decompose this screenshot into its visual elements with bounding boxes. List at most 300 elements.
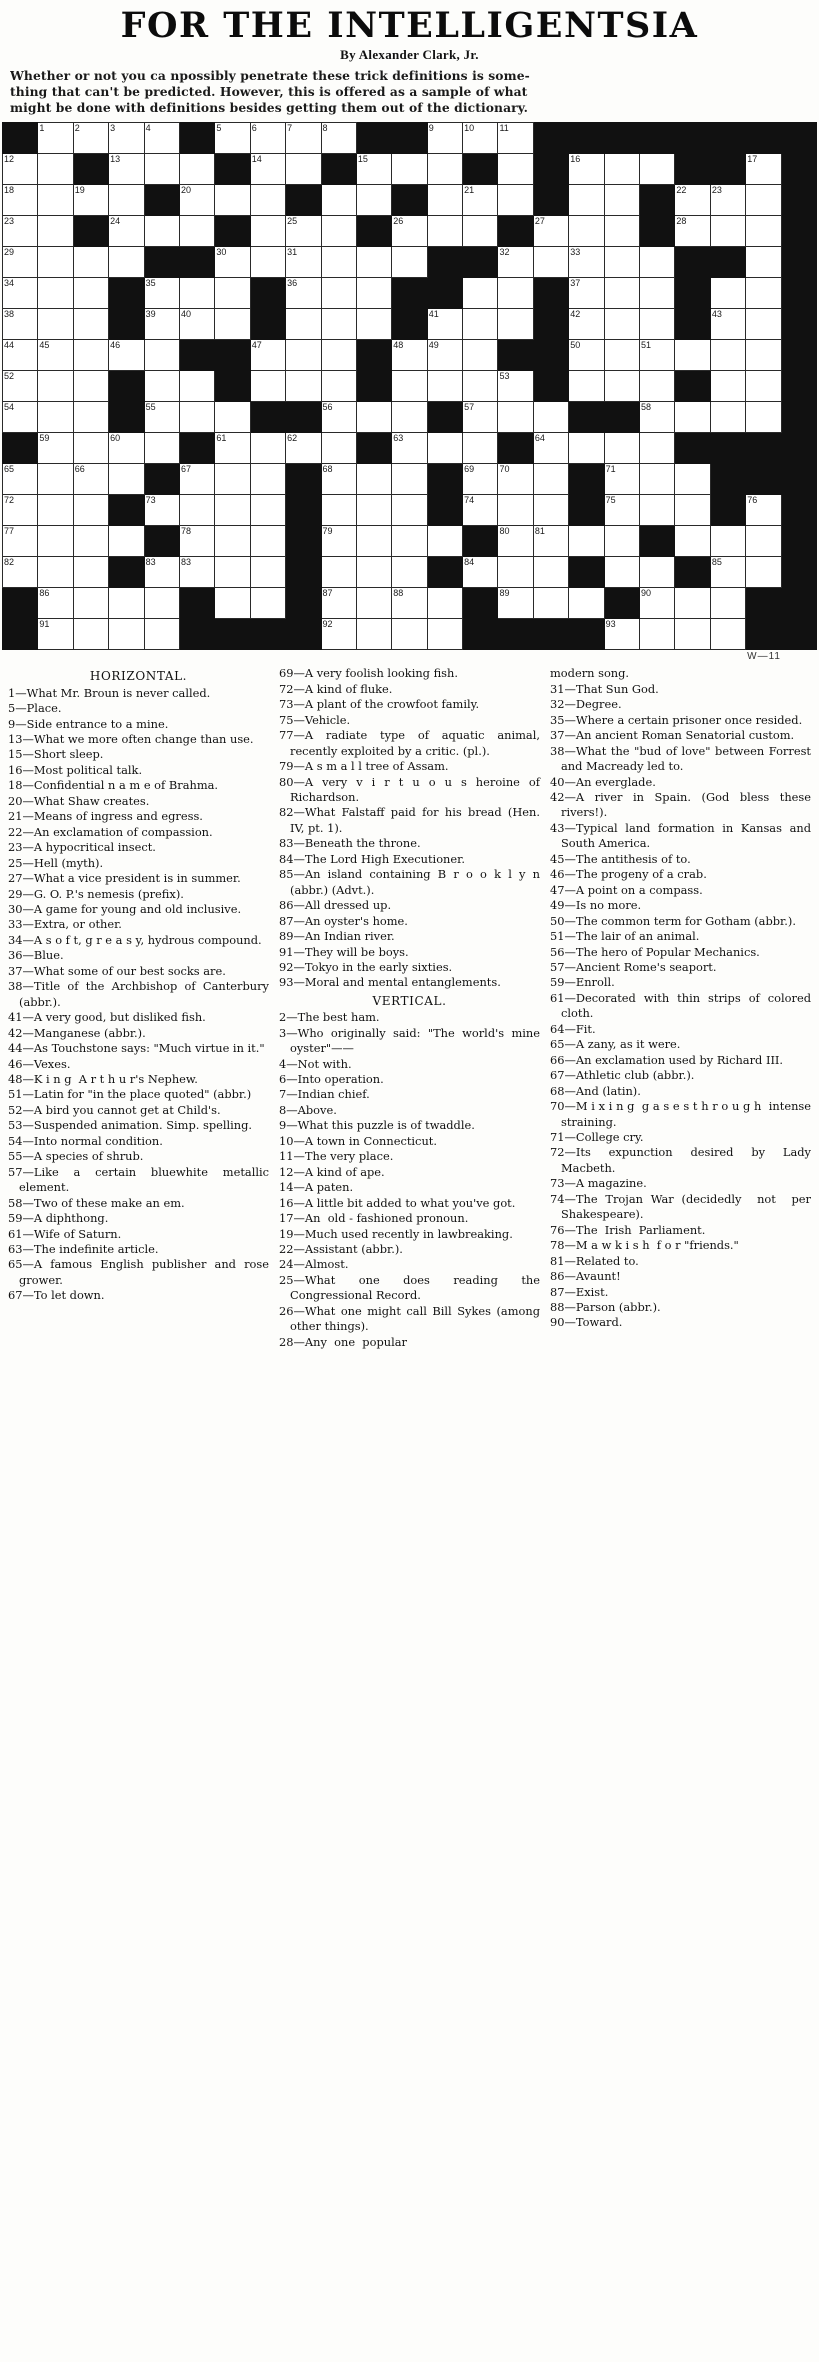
grid-block (179, 340, 214, 371)
clue-item: 30—A game for young and old inclusive. (8, 902, 242, 916)
grid-cell[interactable] (604, 433, 639, 464)
grid-cell[interactable] (3, 371, 38, 402)
grid-cell[interactable] (746, 371, 781, 402)
grid-block (250, 309, 285, 340)
grid-cell[interactable] (746, 526, 781, 557)
grid-cell[interactable] (675, 464, 710, 495)
grid-cell[interactable] (498, 557, 533, 588)
grid-cell[interactable] (321, 526, 356, 557)
grid-cell[interactable] (38, 247, 73, 278)
grid-cell[interactable] (3, 154, 38, 185)
grid-cell[interactable] (427, 619, 462, 650)
grid-cell[interactable] (356, 464, 391, 495)
grid-cell[interactable] (73, 433, 108, 464)
grid-cell[interactable] (427, 371, 462, 402)
grid-cell[interactable] (746, 340, 781, 371)
grid-cell[interactable] (640, 433, 675, 464)
grid-cell[interactable] (604, 185, 639, 216)
grid-cell[interactable] (710, 557, 745, 588)
grid-cell[interactable] (215, 123, 250, 154)
grid-cell[interactable] (710, 185, 745, 216)
grid-cell[interactable] (463, 402, 498, 433)
grid-cell[interactable] (179, 309, 214, 340)
grid-cell[interactable] (250, 557, 285, 588)
grid-cell[interactable] (498, 247, 533, 278)
grid-cell[interactable] (38, 371, 73, 402)
grid-cell[interactable] (215, 588, 250, 619)
grid-cell[interactable] (321, 433, 356, 464)
grid-cell[interactable] (569, 371, 604, 402)
grid-cell[interactable] (73, 557, 108, 588)
grid-cell[interactable] (3, 309, 38, 340)
grid-cell[interactable] (3, 402, 38, 433)
grid-cell[interactable] (179, 495, 214, 526)
grid-cell[interactable] (604, 278, 639, 309)
grid-cell[interactable] (144, 278, 179, 309)
grid-cell[interactable] (498, 371, 533, 402)
grid-cell[interactable] (356, 588, 391, 619)
grid-cell[interactable] (215, 557, 250, 588)
grid-cell[interactable] (179, 371, 214, 402)
grid-cell[interactable] (463, 371, 498, 402)
grid-cell[interactable] (179, 526, 214, 557)
grid-cell[interactable] (321, 185, 356, 216)
grid-cell[interactable] (250, 247, 285, 278)
grid-cell[interactable] (569, 278, 604, 309)
grid-cell[interactable] (144, 402, 179, 433)
grid-cell[interactable] (710, 216, 745, 247)
grid-cell[interactable] (533, 402, 568, 433)
grid-cell[interactable] (392, 154, 427, 185)
grid-cell[interactable] (109, 433, 144, 464)
grid-cell[interactable] (675, 185, 710, 216)
grid-cell[interactable] (392, 464, 427, 495)
grid-cell-number: 76 (747, 495, 758, 506)
grid-row (3, 154, 817, 185)
grid-cell[interactable] (675, 495, 710, 526)
grid-cell[interactable] (250, 433, 285, 464)
grid-cell[interactable] (533, 464, 568, 495)
grid-cell[interactable] (356, 402, 391, 433)
grid-cell[interactable] (710, 526, 745, 557)
grid-cell[interactable] (73, 464, 108, 495)
grid-cell[interactable] (604, 464, 639, 495)
grid-cell[interactable] (38, 216, 73, 247)
grid-cell[interactable] (746, 154, 781, 185)
grid-cell[interactable] (569, 185, 604, 216)
grid-cell[interactable] (179, 557, 214, 588)
grid-cell[interactable] (569, 340, 604, 371)
grid-cell[interactable] (215, 185, 250, 216)
grid-cell[interactable] (640, 557, 675, 588)
grid-cell[interactable] (463, 433, 498, 464)
grid-cell[interactable] (427, 340, 462, 371)
grid-cell[interactable] (3, 340, 38, 371)
grid-cell[interactable] (73, 278, 108, 309)
grid-cell[interactable] (286, 216, 321, 247)
grid-cell[interactable] (321, 278, 356, 309)
grid-cell[interactable] (640, 154, 675, 185)
grid-cell[interactable] (250, 123, 285, 154)
grid-cell-number: 48 (393, 340, 404, 351)
grid-cell[interactable] (286, 340, 321, 371)
grid-cell[interactable] (640, 278, 675, 309)
grid-cell[interactable] (710, 309, 745, 340)
grid-cell[interactable] (321, 371, 356, 402)
grid-cell[interactable] (286, 278, 321, 309)
grid-cell[interactable] (356, 557, 391, 588)
grid-cell[interactable] (427, 588, 462, 619)
clue-item: 52—A bird you cannot get at Child's. (8, 1102, 221, 1117)
grid-cell[interactable] (640, 619, 675, 650)
grid-cell[interactable] (286, 433, 321, 464)
grid-cell[interactable] (215, 309, 250, 340)
grid-cell[interactable] (569, 216, 604, 247)
grid-cell[interactable] (498, 278, 533, 309)
grid-cell[interactable] (463, 216, 498, 247)
grid-cell[interactable] (144, 619, 179, 650)
grid-cell[interactable] (533, 557, 568, 588)
grid-cell[interactable] (604, 340, 639, 371)
grid-cell[interactable] (38, 185, 73, 216)
grid-cell[interactable] (38, 154, 73, 185)
grid-cell[interactable] (215, 433, 250, 464)
clue-item: 63—The indefinite article. (8, 1241, 159, 1256)
grid-cell[interactable] (38, 123, 73, 154)
grid-cell[interactable] (73, 123, 108, 154)
grid-cell[interactable] (427, 309, 462, 340)
grid-cell[interactable] (356, 247, 391, 278)
grid-cell[interactable] (498, 123, 533, 154)
grid-cell[interactable] (215, 526, 250, 557)
grid-cell[interactable] (109, 247, 144, 278)
grid-cell[interactable] (286, 371, 321, 402)
grid-cell[interactable] (427, 526, 462, 557)
grid-cell[interactable] (144, 123, 179, 154)
clue-item: 28—Any one popular (279, 1334, 407, 1349)
grid-cell[interactable] (73, 247, 108, 278)
grid-cell[interactable] (3, 278, 38, 309)
grid-cell[interactable] (286, 247, 321, 278)
grid-cell[interactable] (3, 464, 38, 495)
grid-block (179, 433, 214, 464)
grid-cell[interactable] (38, 309, 73, 340)
grid-cell[interactable] (746, 216, 781, 247)
grid-cell[interactable] (710, 278, 745, 309)
grid-cell-number: 49 (428, 340, 439, 351)
grid-cell[interactable] (710, 402, 745, 433)
grid-cell[interactable] (109, 619, 144, 650)
grid-cell[interactable] (250, 526, 285, 557)
grid-cell[interactable] (463, 340, 498, 371)
grid-cell-number: 35 (145, 278, 156, 289)
grid-cell[interactable] (392, 216, 427, 247)
grid-cell[interactable] (463, 464, 498, 495)
grid-cell[interactable] (144, 154, 179, 185)
grid-cell[interactable] (109, 216, 144, 247)
grid-cell[interactable] (321, 340, 356, 371)
grid-cell[interactable] (73, 185, 108, 216)
clue-item: 88—Parson (abbr.). (550, 1299, 661, 1314)
grid-cell[interactable] (533, 216, 568, 247)
grid-cell[interactable] (250, 185, 285, 216)
grid-cell[interactable] (215, 495, 250, 526)
grid-block (710, 154, 745, 185)
grid-cell[interactable] (746, 557, 781, 588)
grid-cell[interactable] (640, 495, 675, 526)
grid-cell[interactable] (746, 402, 781, 433)
grid-cell[interactable] (73, 495, 108, 526)
grid-cell[interactable] (710, 619, 745, 650)
grid-cell[interactable] (392, 526, 427, 557)
grid-block (675, 371, 710, 402)
grid-cell[interactable] (250, 371, 285, 402)
grid-cell[interactable] (640, 371, 675, 402)
grid-cell[interactable] (144, 309, 179, 340)
grid-cell[interactable] (321, 216, 356, 247)
grid-cell[interactable] (321, 588, 356, 619)
grid-cell[interactable] (498, 402, 533, 433)
grid-cell[interactable] (321, 619, 356, 650)
grid-cell[interactable] (640, 340, 675, 371)
grid-cell[interactable] (144, 216, 179, 247)
grid-cell[interactable] (463, 185, 498, 216)
grid-cell[interactable] (321, 247, 356, 278)
grid-cell[interactable] (640, 309, 675, 340)
grid-cell[interactable] (356, 185, 391, 216)
grid-cell[interactable] (498, 495, 533, 526)
grid-cell[interactable] (746, 309, 781, 340)
grid-cell[interactable] (3, 247, 38, 278)
grid-cell[interactable] (3, 216, 38, 247)
grid-cell[interactable] (710, 371, 745, 402)
grid-cell[interactable] (356, 526, 391, 557)
grid-cell[interactable] (179, 402, 214, 433)
grid-cell[interactable] (463, 278, 498, 309)
grid-cell[interactable] (250, 216, 285, 247)
grid-cell[interactable] (604, 495, 639, 526)
grid-cell[interactable] (356, 278, 391, 309)
grid-cell[interactable] (392, 402, 427, 433)
grid-cell[interactable] (533, 433, 568, 464)
grid-cell[interactable] (463, 557, 498, 588)
grid-cell[interactable] (498, 526, 533, 557)
grid-cell[interactable] (109, 588, 144, 619)
grid-cell[interactable] (321, 495, 356, 526)
grid-cell[interactable] (179, 278, 214, 309)
grid-cell[interactable] (427, 123, 462, 154)
grid-block (286, 495, 321, 526)
clue-item: 12—A kind of ape. (279, 1164, 385, 1179)
grid-cell[interactable] (215, 464, 250, 495)
grid-cell[interactable] (73, 340, 108, 371)
grid-cell[interactable] (73, 309, 108, 340)
grid-cell[interactable] (463, 495, 498, 526)
grid-cell[interactable] (73, 588, 108, 619)
grid-cell[interactable] (3, 557, 38, 588)
grid-cell[interactable] (675, 619, 710, 650)
grid-cell[interactable] (604, 557, 639, 588)
grid-cell[interactable] (675, 340, 710, 371)
grid-cell[interactable] (498, 154, 533, 185)
grid-cell[interactable] (604, 247, 639, 278)
grid-cell[interactable] (38, 495, 73, 526)
grid-cell[interactable] (498, 309, 533, 340)
clue-item: 5—Place. (8, 701, 62, 716)
grid-cell[interactable] (463, 123, 498, 154)
grid-cell[interactable] (569, 154, 604, 185)
grid-cell[interactable] (215, 247, 250, 278)
grid-cell[interactable] (640, 464, 675, 495)
grid-cell[interactable] (569, 433, 604, 464)
grid-cell[interactable] (73, 526, 108, 557)
grid-cell[interactable] (675, 402, 710, 433)
grid-cell[interactable] (392, 495, 427, 526)
grid-cell[interactable] (356, 619, 391, 650)
grid-cell[interactable] (533, 526, 568, 557)
grid-cell[interactable] (38, 526, 73, 557)
grid-cell[interactable] (250, 154, 285, 185)
clue-item: 21—Means of ingress and egress. (8, 809, 203, 824)
grid-cell[interactable] (604, 154, 639, 185)
grid-block (746, 123, 781, 154)
grid-cell[interactable] (746, 247, 781, 278)
grid-cell[interactable] (427, 185, 462, 216)
grid-cell[interactable] (321, 557, 356, 588)
grid-cell[interactable] (675, 588, 710, 619)
grid-cell[interactable] (498, 588, 533, 619)
crossword-grid[interactable] (2, 122, 817, 650)
grid-cell[interactable] (250, 340, 285, 371)
grid-cell[interactable] (73, 619, 108, 650)
grid-cell[interactable] (392, 557, 427, 588)
grid-cell[interactable] (533, 495, 568, 526)
grid-cell[interactable] (498, 185, 533, 216)
grid-cell[interactable] (144, 557, 179, 588)
grid-cell[interactable] (569, 526, 604, 557)
grid-cell[interactable] (215, 402, 250, 433)
grid-cell[interactable] (356, 495, 391, 526)
grid-cell[interactable] (569, 309, 604, 340)
grid-cell[interactable] (463, 309, 498, 340)
grid-cell[interactable] (498, 464, 533, 495)
grid-cell[interactable] (38, 402, 73, 433)
grid-cell[interactable] (321, 464, 356, 495)
grid-cell[interactable] (392, 247, 427, 278)
grid-cell[interactable] (604, 216, 639, 247)
grid-cell[interactable] (144, 588, 179, 619)
grid-cell[interactable] (569, 588, 604, 619)
grid-cell[interactable] (179, 464, 214, 495)
grid-cell[interactable] (144, 371, 179, 402)
grid-cell[interactable] (109, 154, 144, 185)
grid-cell[interactable] (109, 464, 144, 495)
grid-cell[interactable] (392, 619, 427, 650)
grid-cell[interactable] (38, 433, 73, 464)
grid-cell[interactable] (38, 340, 73, 371)
grid-cell[interactable] (38, 278, 73, 309)
grid-cell[interactable] (710, 340, 745, 371)
grid-cell[interactable] (73, 371, 108, 402)
grid-cell[interactable] (604, 371, 639, 402)
clue-item: 27—What a vice president is in summer. (8, 871, 241, 886)
grid-cell[interactable] (3, 495, 38, 526)
grid-cell[interactable] (427, 216, 462, 247)
grid-cell[interactable] (321, 123, 356, 154)
grid-cell[interactable] (569, 247, 604, 278)
clue-item: 80—A very v i r t u o u s heroine of Richardson. (279, 774, 544, 805)
grid-cell[interactable] (38, 464, 73, 495)
grid-cell[interactable] (286, 123, 321, 154)
grid-cell[interactable] (286, 154, 321, 185)
grid-block (286, 557, 321, 588)
grid-cell[interactable] (144, 433, 179, 464)
grid-cell[interactable] (427, 154, 462, 185)
grid-cell[interactable] (533, 588, 568, 619)
grid-cell[interactable] (427, 433, 462, 464)
grid-cell[interactable] (640, 247, 675, 278)
grid-cell[interactable] (286, 309, 321, 340)
grid-cell[interactable] (38, 588, 73, 619)
grid-cell[interactable] (144, 340, 179, 371)
grid-cell[interactable] (144, 495, 179, 526)
grid-cell[interactable] (640, 588, 675, 619)
grid-cell[interactable] (250, 588, 285, 619)
grid-cell[interactable] (250, 495, 285, 526)
grid-cell[interactable] (3, 526, 38, 557)
clue-item: 16—Most political talk. (8, 762, 143, 777)
grid-cell[interactable] (640, 402, 675, 433)
grid-cell[interactable] (392, 433, 427, 464)
grid-cell[interactable] (356, 309, 391, 340)
grid-cell[interactable] (38, 619, 73, 650)
grid-cell[interactable] (604, 619, 639, 650)
grid-cell[interactable] (533, 247, 568, 278)
clue-item: 57—Like a certain bluewhite metallic element. (8, 1164, 273, 1195)
clue-item: 67—Athletic club (abbr.). (550, 1068, 695, 1083)
grid-cell[interactable] (321, 309, 356, 340)
grid-cell[interactable] (710, 588, 745, 619)
grid-cell[interactable] (392, 588, 427, 619)
grid-cell[interactable] (73, 402, 108, 433)
grid-cell[interactable] (179, 154, 214, 185)
grid-cell[interactable] (746, 185, 781, 216)
clue-item: 36—Blue. (8, 948, 64, 963)
grid-cell[interactable] (109, 340, 144, 371)
grid-cell[interactable] (38, 557, 73, 588)
grid-cell[interactable] (321, 402, 356, 433)
grid-cell[interactable] (109, 123, 144, 154)
grid-cell[interactable] (746, 495, 781, 526)
grid-cell[interactable] (215, 278, 250, 309)
grid-cell[interactable] (675, 526, 710, 557)
grid-cell[interactable] (179, 216, 214, 247)
grid-cell[interactable] (3, 185, 38, 216)
grid-cell[interactable] (604, 309, 639, 340)
clue-item: 83—Beneath the throne. (279, 836, 421, 851)
clue-item: 65—A zany, as it were. (550, 1037, 681, 1052)
grid-cell[interactable] (746, 278, 781, 309)
grid-cell[interactable] (109, 185, 144, 216)
grid-cell[interactable] (250, 464, 285, 495)
grid-cell[interactable] (392, 371, 427, 402)
grid-cell[interactable] (392, 340, 427, 371)
grid-cell[interactable] (675, 216, 710, 247)
grid-cell[interactable] (604, 526, 639, 557)
grid-cell[interactable] (179, 185, 214, 216)
grid-cell[interactable] (109, 526, 144, 557)
grid-cell[interactable] (356, 154, 391, 185)
